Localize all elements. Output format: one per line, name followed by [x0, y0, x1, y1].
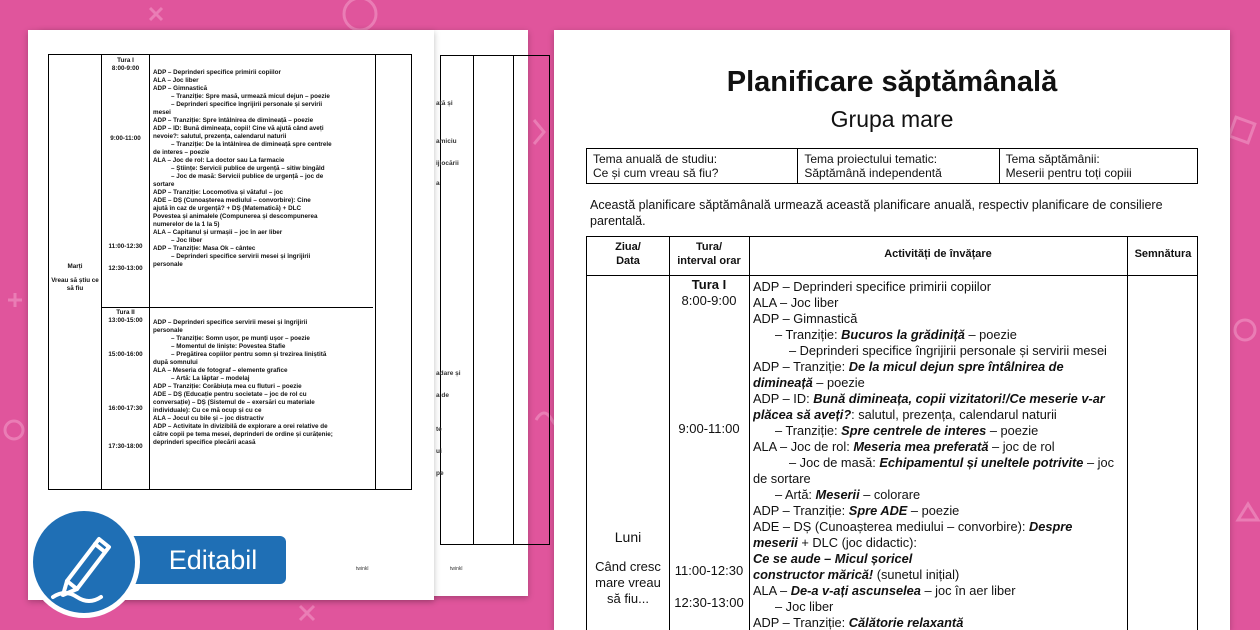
mini-activity-line: – Artă: La lăptar – modelaj	[171, 375, 250, 382]
theme-table	[586, 148, 1198, 184]
twinkl-logo: twinkl	[356, 566, 369, 572]
back-text-line: a	[436, 180, 440, 187]
mini-time: 8:00-9:00	[111, 65, 140, 72]
activity-line	[753, 439, 1125, 455]
activity-text: – Deprinderi specifice îngrijirii personale și servirii mesei	[789, 343, 1107, 358]
mini-activity-line: conversație) – DȘ (Sistemul de – exersări cu materiale	[153, 399, 315, 406]
activity-line	[753, 503, 1125, 519]
mini-activity-line: – Pregătirea copiilor pentru somn și trezirea liniștită	[171, 351, 327, 358]
mini-activity-line: ALA – Capitanul și urmașii – joc în aer liber	[153, 229, 283, 236]
activity-text: de sortare	[753, 471, 811, 486]
activity-title: Despre	[1028, 519, 1073, 534]
activity-title: Echipamentul și uneltele potrivite	[879, 455, 1084, 470]
header-activities: Activități de învățare	[884, 248, 992, 260]
project-theme-label: Tema proiectului tematic:	[804, 152, 938, 166]
mini-activity-line: după somnului	[153, 359, 198, 366]
mini-activity-line: mesei	[153, 109, 171, 116]
annual-theme-cell	[587, 149, 798, 183]
page-subtitle: Grupa mare	[830, 106, 954, 132]
activity-text: – Tranziție:	[775, 327, 842, 342]
activity-line	[753, 279, 1125, 295]
back-text-line: ui	[436, 448, 442, 455]
mini-shift-1: Tura I	[117, 57, 134, 64]
mini-activity-line: către copii pe tema mesei, deprinderi de ordine și curățenie;	[153, 431, 333, 438]
activity-text: ADP – Deprinderi specifice primirii copiilor	[753, 279, 992, 294]
mini-activities-shift-2	[153, 319, 373, 447]
mini-activity-line: – Joc de masă: Servicii publice de urgență – joc de	[171, 173, 324, 180]
activity-text: – Artă:	[775, 487, 816, 502]
mini-activity-line: ADE – DȘ (Cunoașterea mediului – convorbire): Cine	[153, 197, 311, 204]
mini-day: Marți	[67, 263, 83, 270]
mini-activity-line: individuale): Cu ce mă ocup și cu ce	[153, 407, 262, 414]
activity-title: Spre ADE	[848, 503, 908, 518]
activity-line	[753, 327, 1125, 343]
mini-time: 9:00-11:00	[110, 135, 141, 142]
week-theme-label: Tema săptămânii:	[1005, 152, 1100, 166]
activity-text: – poezie	[964, 327, 1017, 342]
main-document-page	[554, 30, 1230, 630]
mini-time: 16:00-17:30	[108, 405, 143, 412]
mini-activity-line: – Joc liber	[171, 237, 203, 244]
table-line	[473, 56, 474, 544]
time-slot: 12:30-13:00	[674, 595, 744, 610]
activity-line	[753, 311, 1125, 327]
week-theme-cell	[1000, 149, 1197, 183]
mini-time: 12:30-13:00	[108, 265, 143, 272]
activity-text: ALA –	[753, 583, 791, 598]
activity-line	[753, 519, 1125, 535]
activity-text: : salutul, prezența, calendarul naturii	[851, 407, 1057, 422]
mini-activity-line: ADP – Tranziție: Locomotiva și vătaful – joc	[153, 189, 284, 196]
back-text-line: ată și	[436, 100, 453, 107]
header-shift: Tura/ interval orar	[677, 241, 741, 267]
mini-activity-line: – Tranziție: Somn ușor, pe munți ușor – poezie	[171, 335, 310, 342]
mini-activity-line: ALA – Joc de rol: La doctor sau La farmacie	[153, 157, 285, 164]
mini-time: 15:00-16:00	[108, 351, 143, 358]
activity-title: Bucuros la grădiniță	[841, 327, 965, 342]
activity-line	[753, 583, 1125, 599]
table-line	[513, 56, 514, 544]
mini-activity-line: ADP – Deprinderi specifice servirii mesei și îngrijirii	[153, 319, 308, 326]
activity-text: – colorare	[859, 487, 921, 502]
shift-label: Tura I	[691, 277, 727, 292]
activity-line	[753, 487, 1125, 503]
activity-line	[753, 295, 1125, 311]
mini-activity-line: – Momentul de liniște: Povestea Stafie	[171, 343, 286, 350]
mini-activity-line: – Științe: Servicii publice de urgență – sitiw bingăld	[171, 165, 325, 172]
activity-line	[753, 423, 1125, 439]
activity-text: – poezie	[986, 423, 1039, 438]
back-text-line: a de	[436, 392, 450, 399]
mini-activity-line: ALA – Joc liber	[153, 77, 199, 84]
mini-activity-line: ADP – Tranziție: Corăbiuța mea cu fluturi – poezie	[153, 383, 302, 390]
activity-line	[753, 343, 1125, 359]
table-line	[375, 55, 376, 489]
activity-text: ADP – Tranziție:	[753, 359, 849, 374]
activity-text: – joc în aer liber	[920, 583, 1016, 598]
activity-title: De-a v-ați ascunselea	[790, 583, 921, 598]
mini-shift-2: Tura II	[116, 309, 135, 316]
day-cell	[587, 529, 669, 607]
mini-activity-line: ajută în caz de urgență? + DȘ (Matematică) + DLC	[153, 205, 302, 212]
activity-text: – Joc liber	[775, 599, 834, 614]
activity-line	[753, 551, 1125, 567]
mini-activity-line: ADP – Gimnastică	[153, 85, 208, 92]
mini-activity-line: – Deprinderi specifice servirii mesei și îngrijirii	[171, 253, 311, 260]
activity-text: ALA – Joc de rol:	[753, 439, 854, 454]
table-line	[101, 307, 373, 308]
planning-note: Această planificare săptămânală urmează această planificare anuală, respectiv planificare de consiliere parentală.	[590, 198, 1163, 228]
annual-theme-label: Tema anuală de studiu:	[593, 152, 718, 166]
activity-line	[753, 471, 1125, 487]
table-line	[1127, 237, 1128, 630]
mini-activity-line: ADP – Activitate în divizibilă de explorare a orei relative de	[153, 423, 328, 430]
time-slot: 11:00-12:30	[674, 563, 744, 578]
activity-text: ADP – ID:	[753, 391, 814, 406]
page-title: Planificare săptămânală	[726, 66, 1058, 98]
activity-text: ALA – Joc liber	[753, 295, 839, 310]
mini-activity-line: personale	[153, 261, 183, 268]
mini-activity-line: ADP – ID: Bună dimineața, copii! Cine vă ajută când aveți	[153, 125, 324, 132]
activity-text: + DLC (joc didactic):	[797, 535, 917, 550]
activity-line	[753, 455, 1125, 471]
mini-activity-line: nevoie?: salutul, prezența, calendarul naturii	[153, 133, 287, 140]
mini-activity-line: de interes – poezie	[153, 149, 210, 156]
back-table	[440, 55, 550, 545]
activity-line	[753, 615, 1125, 630]
mini-plan-table	[48, 54, 412, 490]
back-text-line: adare și	[436, 370, 461, 377]
week-theme-value: Meserii pentru toți copiii	[1005, 166, 1132, 180]
mini-day-theme: Vreau să știu ce să fiu	[51, 277, 99, 292]
mini-activity-line: ADP – Deprinderi specifice primirii copiilor	[153, 69, 281, 76]
activity-text: – poezie	[812, 375, 865, 390]
activity-text: ADP – Tranziție:	[753, 503, 849, 518]
activity-title: plăcea să aveți?	[753, 407, 852, 422]
mini-activity-line: Povestea și animalele (Compunerea și descompunerea	[153, 213, 318, 220]
twinkl-logo: twinkl	[450, 566, 463, 572]
activity-line	[753, 407, 1125, 423]
time-slot: 8:00-9:00	[681, 293, 737, 308]
activity-title: De la micul dejun spre întâlnirea de	[848, 359, 1064, 374]
activity-title: meserii	[753, 535, 798, 550]
activity-line	[753, 375, 1125, 391]
activity-text: – joc de rol	[988, 439, 1055, 454]
activity-title: dimineață	[753, 375, 813, 390]
activity-line	[753, 535, 1125, 551]
mini-activity-line: ALA – Meseria de fotograf – elemente grafice	[153, 367, 288, 374]
weekly-plan-table	[586, 236, 1198, 630]
mini-activity-line: – Tranziție: De la întâlnirea de dimineață spre centrele	[171, 141, 332, 148]
mini-activity-line: – Tranziție: Spre masă, urmează micul dejun – poezie	[171, 93, 330, 100]
day-name: Luni	[614, 529, 642, 545]
project-theme-cell	[798, 149, 999, 183]
mini-activity-line: ADP – Tranziție: Masa Ok – cântec	[153, 245, 256, 252]
activity-text: – Joc de masă:	[789, 455, 880, 470]
time-slot: 9:00-11:00	[678, 421, 740, 436]
mini-activity-line: – Deprinderi specifice îngrijirii personale și servirii	[171, 101, 323, 108]
day-theme: Când cresc mare vreau să fiu...	[595, 559, 661, 606]
mini-activity-line: ALA – Jocul cu bile și – joc distractiv	[153, 415, 264, 422]
table-line	[587, 275, 1197, 276]
activity-text: – joc	[1083, 455, 1115, 470]
mini-activities-shift-1	[153, 69, 373, 269]
activity-title: Ce se aude – Micul șoricel	[753, 551, 913, 566]
activity-text: – Tranziție:	[775, 423, 842, 438]
table-line	[749, 237, 750, 630]
activity-text: ADE – DȘ (Cunoașterea mediului – convorbire):	[753, 519, 1029, 534]
table-line	[149, 55, 150, 489]
activity-line	[753, 599, 1125, 615]
header-day: Ziua/ Data	[615, 241, 641, 267]
activity-line	[753, 359, 1125, 375]
header-signature: Semnătura	[1134, 248, 1192, 260]
activity-title: Spre centrele de interes	[841, 423, 987, 438]
activity-title: Bună dimineața, copii vizitatori!/Ce meserie v-ar	[813, 391, 1105, 406]
activity-text: ADP – Tranziție:	[753, 615, 849, 630]
activity-text: (sunetul inițial)	[873, 567, 960, 582]
project-theme-value: Săptămână independentă	[804, 166, 942, 180]
activity-title: Meseria mea preferată	[853, 439, 989, 454]
mini-time: 17:30-18:00	[108, 443, 143, 450]
activity-line	[753, 567, 1125, 583]
back-text-line: ijlocării	[436, 160, 459, 167]
back-text-line: pe	[436, 470, 444, 477]
mini-activity-line: ADP – Tranziție: Spre întâlnirea de dimineață – poezie	[153, 117, 314, 124]
mini-time: 11:00-12:30	[108, 243, 143, 250]
pen-icon	[33, 511, 135, 613]
mini-activity-line: numerelor de la 1 la 5)	[153, 221, 220, 228]
activity-text: – poezie	[907, 503, 960, 518]
back-text-line: amiciu	[436, 138, 457, 145]
annual-theme-value: Ce și cum vreau să fiu?	[593, 166, 719, 180]
editable-badge-label: Editabil	[168, 544, 258, 575]
activity-title: constructor mărică!	[753, 567, 874, 582]
mini-time: 13:00-15:00	[108, 317, 143, 324]
activities-list	[753, 279, 1125, 630]
mini-activity-line: ADE – DȘ (Educație pentru societate – joc de rol cu	[153, 391, 307, 398]
activity-text: ADP – Gimnastică	[753, 311, 858, 326]
activity-title: Călătorie relaxantă	[848, 615, 964, 630]
mini-activity-line: deprinderi specifice plecării acasă	[153, 439, 256, 446]
activity-line	[753, 391, 1125, 407]
mini-activity-line: sortare	[153, 181, 175, 188]
editable-badge-circle	[28, 506, 140, 618]
mini-day-cell	[49, 263, 101, 293]
back-text-line: te	[436, 426, 442, 433]
mini-activity-line: personale	[153, 327, 183, 334]
activity-title: Meserii	[815, 487, 860, 502]
